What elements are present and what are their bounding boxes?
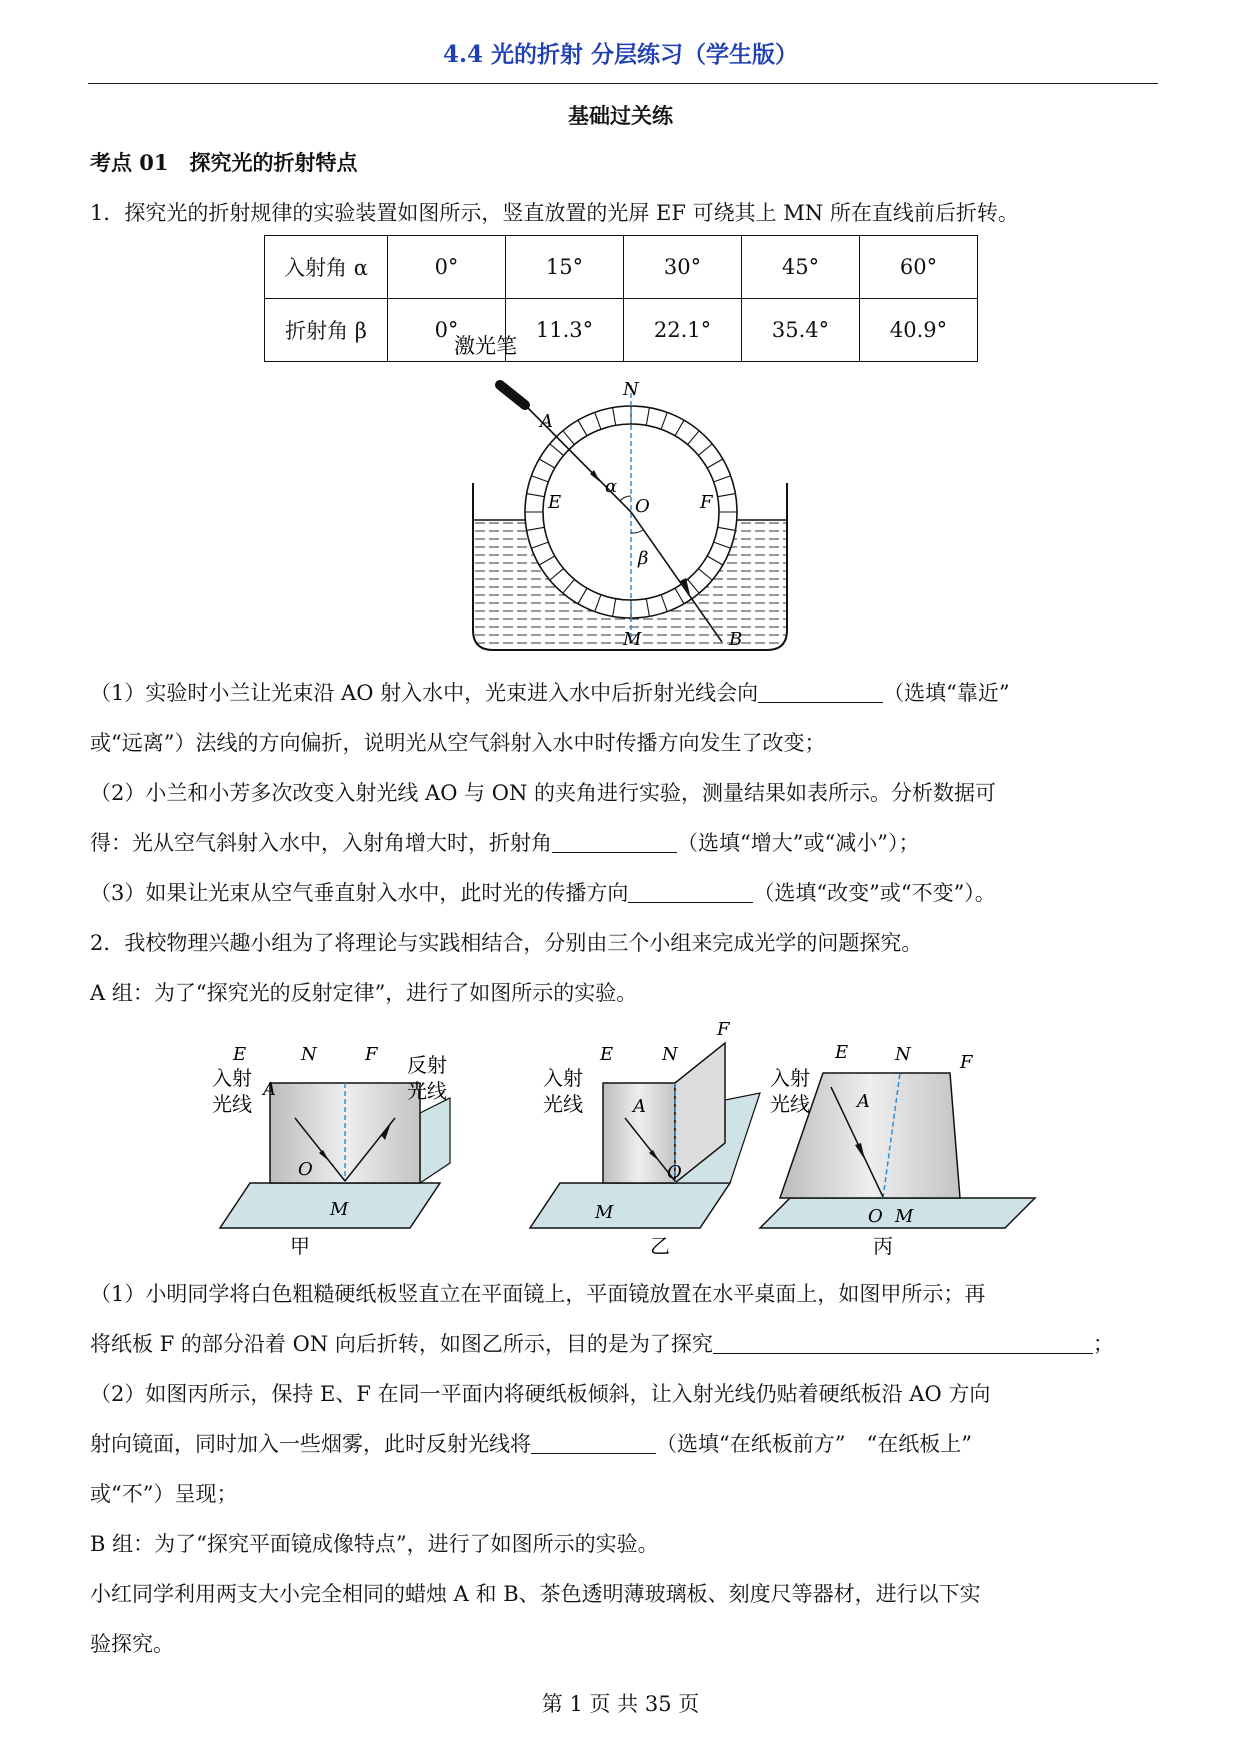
answer-blank[interactable] — [531, 1433, 656, 1454]
laser-pen — [500, 385, 525, 405]
table-cell: 30° — [624, 236, 742, 299]
reflection-experiment-figure — [205, 1015, 1055, 1270]
label-e: E — [600, 1044, 614, 1065]
label-e: E — [835, 1042, 849, 1063]
table-header-incident: 入射角 α — [265, 236, 388, 299]
answer-blank[interactable] — [552, 832, 677, 853]
table-header-refraction: 折射角 β — [265, 299, 388, 362]
label-f: F — [365, 1044, 378, 1065]
q2-part2-line3: 或“不”）呈现； — [90, 1482, 238, 1506]
q1-part3-text: （3）如果让光束从空气垂直射入水中，此时光的传播方向 — [90, 881, 629, 905]
q2-b-line2: 验探究。 — [90, 1632, 174, 1656]
q2-part1-punct: ； — [1092, 1332, 1114, 1356]
section-title: 基础过关练 — [568, 103, 673, 128]
q2-part2-option: （选填“在纸板前方” “在纸板上” — [656, 1432, 972, 1456]
label-n: N — [662, 1044, 678, 1065]
q1-intro: 1．探究光的折射规律的实验装置如图所示，竖直放置的光屏 EF 可绕其上 MN 所在直线前后折转。 — [90, 201, 1019, 225]
mirror-back — [420, 1098, 450, 1183]
table-cell: 11.3° — [506, 299, 624, 362]
incident-label: 光线 — [543, 1092, 583, 1116]
table-row — [265, 236, 978, 299]
q1-part2-line1: （2）小兰和小芳多次改变入射光线 AO 与 ON 的夹角进行实验，测量结果如表所示。分析数据可 — [90, 781, 997, 805]
table-cell: 0° — [388, 236, 506, 299]
reflected-label: 反射 — [407, 1053, 447, 1077]
label-a: A — [633, 1096, 646, 1117]
q2-part2-text: 射向镜面，同时加入一些烟雾，此时反射光线将 — [90, 1432, 531, 1456]
table-cell: 22.1° — [624, 299, 742, 362]
label-f: F — [700, 492, 713, 513]
caption-yi: 乙 — [650, 1234, 670, 1258]
table-row — [265, 299, 978, 362]
label-b: B — [729, 629, 743, 650]
figure-jia — [212, 1044, 450, 1258]
label-alpha: α — [605, 476, 618, 497]
caption-jia: 甲 — [290, 1234, 310, 1258]
q1-part1-line2: 或“远离”）法线的方向偏折，说明光从空气斜射入水中时传播方向发生了改变； — [90, 731, 826, 755]
incident-label: 入射 — [770, 1066, 810, 1090]
q2-intro: 2．我校物理兴趣小组为了将理论与实践相结合，分别由三个小组来完成光学的问题探究。 — [90, 931, 923, 955]
q2-group-a: A 组：为了“探究光的反射定律”，进行了如图所示的实验。 — [90, 981, 638, 1005]
page-header-title: 4.4 光的折射 分层练习（学生版） — [442, 41, 799, 68]
answer-blank[interactable] — [628, 882, 753, 903]
label-o: O — [635, 496, 650, 517]
label-f: F — [717, 1019, 730, 1040]
q2-part2-line1: （2）如图丙所示，保持 E、F 在同一平面内将硬纸板倾斜，让入射光线仍贴着硬纸板沿 AO 方向 — [90, 1382, 991, 1406]
q2-part1-text: 将纸板 F 的部分沿着 ON 向后折转，如图乙所示，目的是为了探究 — [90, 1332, 713, 1356]
caption-bing: 丙 — [873, 1234, 893, 1258]
incident-label: 入射 — [212, 1066, 252, 1090]
label-n: N — [301, 1044, 317, 1065]
label-a: A — [263, 1079, 276, 1100]
q1-part2-text: 得：光从空气斜射入水中，入射角增大时，折射角 — [90, 831, 552, 855]
table-cell: 40.9° — [860, 299, 978, 362]
label-o: O — [868, 1206, 883, 1227]
angle-table — [264, 235, 978, 362]
incident-label: 光线 — [212, 1092, 252, 1116]
label-m: M — [330, 1199, 349, 1220]
q1-part3 — [90, 877, 996, 907]
label-a: A — [857, 1091, 870, 1112]
label-o: O — [667, 1162, 682, 1183]
label-f: F — [960, 1052, 973, 1073]
q2-group-b: B 组：为了“探究平面镜成像特点”，进行了如图所示的实验。 — [90, 1532, 659, 1556]
q2-part1-line1: （1）小明同学将白色粗糙硬纸板竖直立在平面镜上，平面镜放置在水平桌面上，如图甲所示；再 — [90, 1282, 986, 1306]
answer-blank[interactable] — [758, 682, 883, 703]
mirror-plane — [530, 1183, 730, 1228]
table-cell: 45° — [742, 236, 860, 299]
label-a: A — [540, 411, 553, 432]
table-cell: 0° — [388, 299, 506, 362]
label-o: O — [298, 1159, 313, 1180]
label-n: N — [895, 1044, 911, 1065]
q2-part2-line2 — [90, 1428, 972, 1458]
topic-heading: 考点 01 探究光的折射特点 — [90, 150, 358, 175]
table-cell: 15° — [506, 236, 624, 299]
label-e: E — [548, 492, 562, 513]
figure-bing — [760, 1042, 1035, 1258]
q1-part1-line1 — [90, 677, 1010, 707]
label-m: M — [595, 1202, 614, 1223]
table-cell: 35.4° — [742, 299, 860, 362]
laser-label: 激光笔 — [454, 334, 517, 358]
figure-yi — [530, 1019, 760, 1258]
label-e: E — [233, 1044, 247, 1065]
q1-part1-option: （选填“靠近” — [883, 681, 1010, 705]
label-m: M — [623, 629, 642, 650]
header-divider — [88, 83, 1158, 84]
q1-part2-line2 — [90, 827, 919, 857]
q1-part1-text: （1）实验时小兰让光束沿 AO 射入水中，光束进入水中后折射光线会向 — [90, 681, 759, 705]
q1-part2-option: （选填“增大”或“减小”）； — [677, 831, 920, 855]
page-footer: 第 1 页 共 35 页 — [541, 1692, 700, 1716]
label-m: M — [895, 1206, 914, 1227]
table-cell: 60° — [860, 236, 978, 299]
refraction-apparatus-figure — [454, 334, 840, 655]
incident-label: 入射 — [543, 1066, 583, 1090]
label-beta: β — [638, 548, 649, 569]
q2-part1-line2 — [90, 1328, 1114, 1358]
answer-blank[interactable] — [713, 1333, 1093, 1354]
q2-b-line1: 小红同学利用两支大小完全相同的蜡烛 A 和 B、茶色透明薄玻璃板、刻度尺等器材，进行以下实 — [90, 1582, 981, 1606]
reflected-label: 光线 — [407, 1079, 447, 1103]
incident-label: 光线 — [770, 1092, 810, 1116]
label-n: N — [623, 379, 639, 400]
q1-part3-option: （选填“改变”或“不变”）。 — [753, 881, 996, 905]
